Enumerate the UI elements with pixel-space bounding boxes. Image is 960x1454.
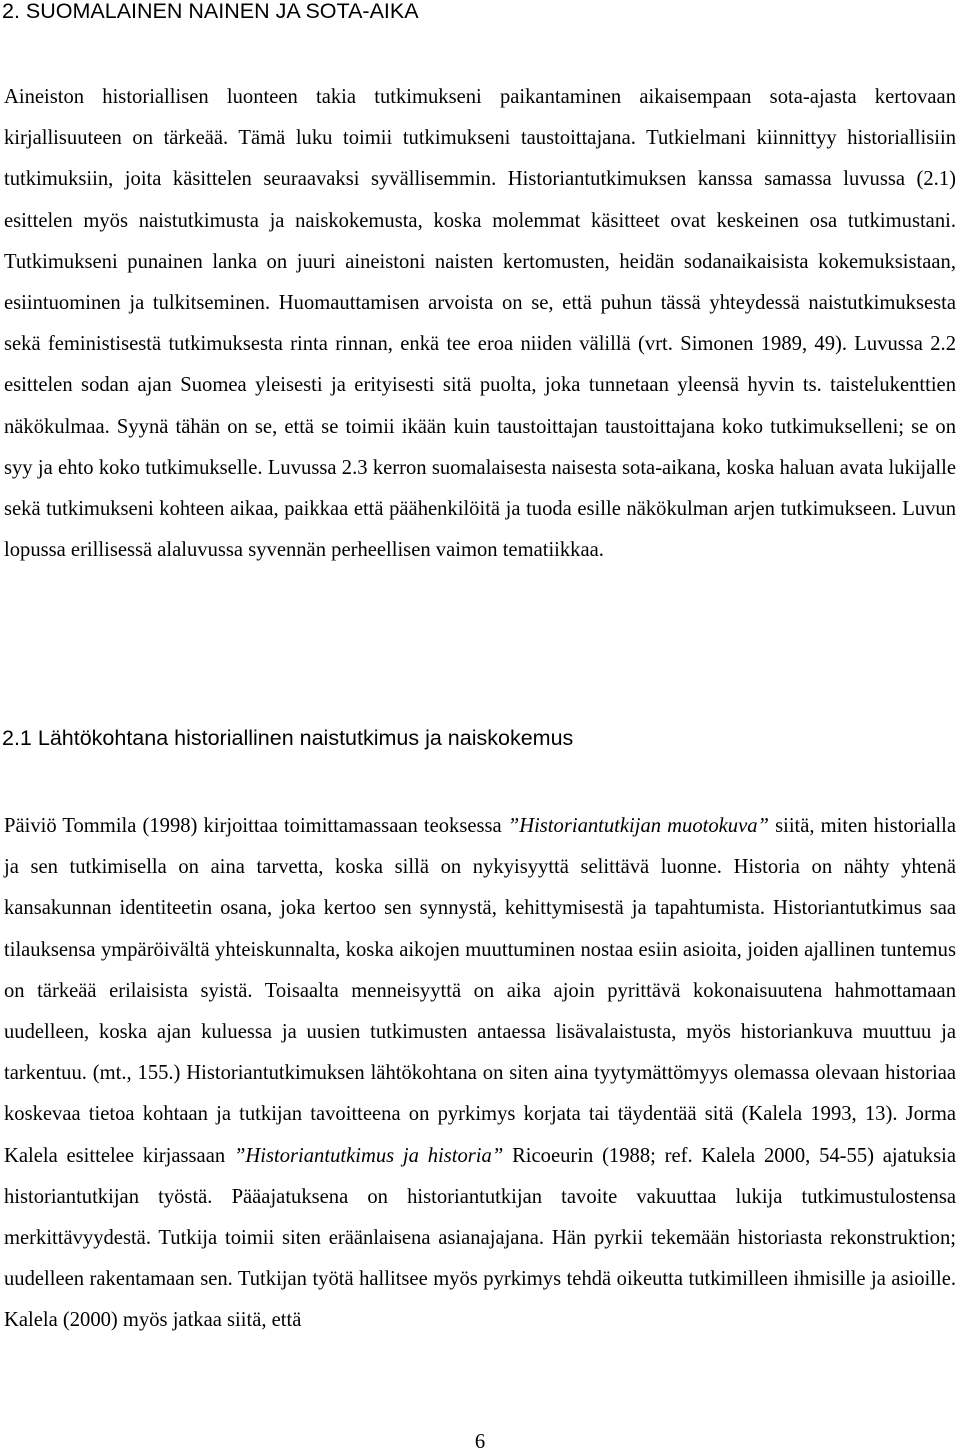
- paragraph-2-text-part-2: siitä, miten historialla ja sen tutkimisella on aina tarvetta, koska sillä on nykyisyyttä selittävä luonne. Historia on nähty yhtenä kansakunnan identiteetin osana, joka kertoo sen synnystä, kehittymisestä ja tapahtumista. Historiantutkimus saa tilauksensa ympäröivältä yhteiskunnalta, koska aikojen muuttuminen nostaa esiin asioita, joiden ajallinen tuntemus on tärkeää erilaisista syistä. Toisaalta menneisyyttä on aika ajoin pyrittävä kokonaisuutena hahmottamaan uudelleen, koska ajan kuluessa ja uusien tutkimusten antaessa lisävalaistusta, myös historiankuva muuttuu ja tarkentuu. (mt., 155.) Historiantutkimuksen lähtökohtana on siten aina tyytymättömyys olemassa olevaan historiaa koskevaa tietoa kohtaan ja tutkijan tavoitteena on pyrkimys korjata tai täydentää sitä (Kalela 1993, 13). Jorma Kalela esittelee kirjassaan: [4, 815, 957, 1167]
- book-title-historiantutkimus-ja-historia: ”Historiantutkimus ja historia”: [233, 1144, 504, 1167]
- paragraph-2-text-part-1: Päiviö Tommila (1998) kirjoittaa toimittamassaan teoksessa: [4, 815, 508, 837]
- section-heading: 2. SUOMALAINEN NAINEN JA SOTA-AIKA: [2, 0, 419, 23]
- subsection-heading: 2.1 Lähtökohtana historiallinen naistutkimus ja naiskokemus: [2, 726, 574, 750]
- paragraph-2-text-part-3: Ricoeurin (1988; ref. Kalela 2000, 54-55) ajatuksia historiantutkijan työstä. Pääajatuksena on historiantutkijan tavoite vakuuttaa lukija tutkimustulostensa merkittävyydestä. Tutkija toimii siten eräänlaisena asianajajana. Hän pyrkii tekemään historiasta rekonstruktion; uudelleen rakentamaan sen. Tutkijan työtä hallitsee myös pyrkimys tehdä oikeutta tutkimilleen ihmisille ja asioille. Kalela (2000) myös jatkaa siitä, että: [4, 1144, 956, 1332]
- body-paragraph-2: [4, 806, 956, 1342]
- body-paragraph-1: Aineiston historiallisen luonteen takia tutkimukseni paikantaminen aikaisempaan sota-ajasta kertovaan kirjallisuuteen on tärkeää. Tämä luku toimii tutkimukseni taustoittajana. Tutkielmani kiinnittyy historiallisiin tutkimuksiin, joita käsittelen seuraavaksi syvällisemmin. Historiantutkimuksen kanssa samassa luvussa (2.1) esittelen myös naistutkimusta ja naiskokemusta, koska molemmat käsitteet ovat keskeinen osa tutkimustani. Tutkimukseni punainen lanka on juuri aineistoni naisten kertomusten, heidän sodanaikaisista kokemuksistaan, esiintuominen ja tulkitseminen. Huomauttamisen arvoista on se, että puhun tässä yhteydessä naistutkimuksesta sekä feministisestä tutkimuksesta rinta rinnan, enkä tee eroa niiden välillä (vrt. Simonen 1989, 49). Luvussa 2.2 esittelen sodan ajan Suomea yleisesti ja erityisesti sitä puolta, joka tunnetaan yleensä hyvin ts. taistelukenttien näkökulmaa. Syynä tähän on se, että se toimii ikään kuin taustoittajan taustoittajana koko tutkimukselleni; se on syy ja ehto koko tutkimukselle. Luvussa 2.3 kerron suomalaisesta naisesta sota-aikana, koska haluan avata lukijalle sekä tutkimukseni kohteen aikaa, paikkaa että päähenkilöitä ja tuoda esille näkökulman arjen tutkimukseen. Luvun lopussa erillisessä alaluvussa syvennän perheellisen vaimon tematiikkaa.: [4, 86, 956, 562]
- book-title-historiantutkijan-muotokuva: ”Historiantutkijan muotokuva”: [507, 815, 769, 837]
- page-number: 6: [474, 1431, 486, 1453]
